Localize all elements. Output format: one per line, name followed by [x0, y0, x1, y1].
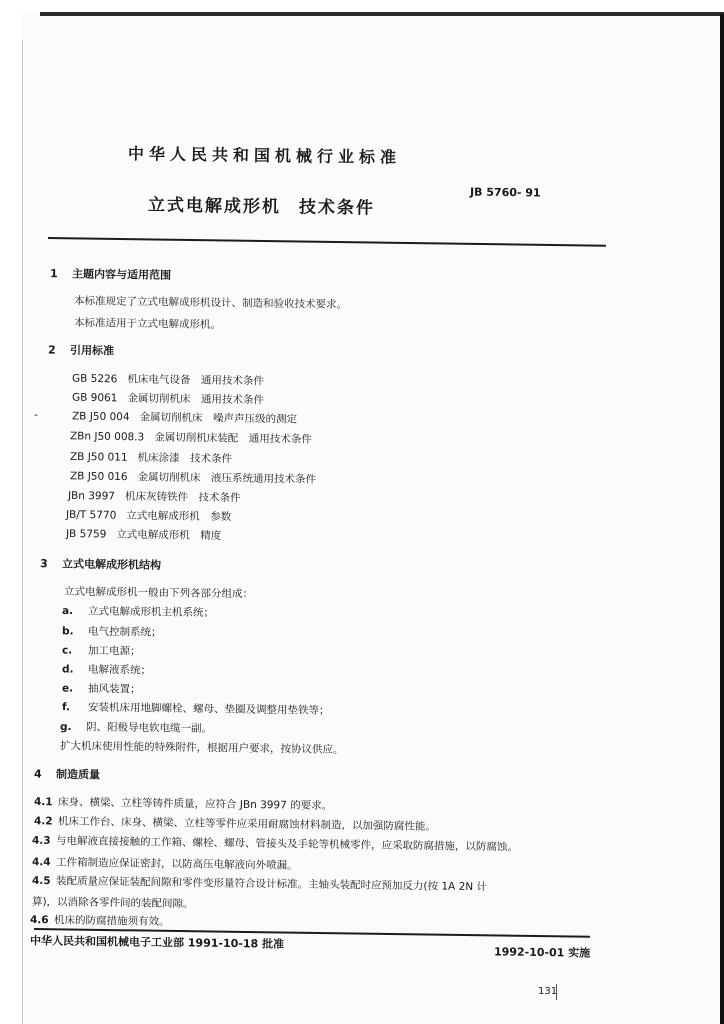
component-item: [62, 661, 151, 677]
section-4-number: 4: [33, 767, 42, 781]
component-item: [62, 680, 141, 696]
clause-item: [30, 912, 170, 929]
component-label: f.: [61, 701, 71, 714]
component-label: c.: [61, 644, 73, 657]
ref-title: 机床涂漆 技术条件: [137, 451, 233, 466]
component-text: 加工电源；: [87, 644, 141, 658]
ref-title: 机床电气设备 通用技术条件: [127, 373, 264, 388]
ref-item: [68, 488, 241, 505]
section-1-number: 1: [49, 267, 58, 281]
ref-title: 金属切削机床 通用技术条件: [127, 392, 264, 407]
ref-item: [72, 390, 264, 408]
section-2-number: 2: [47, 343, 56, 357]
component-text: 电气控制系统；: [87, 625, 162, 639]
section-1-heading: [50, 265, 171, 283]
section-1-title: 主题内容与适用范围: [71, 267, 172, 282]
ref-title: 金属切削机床 液压系统通用技术条件: [137, 471, 317, 486]
component-item: [62, 699, 330, 718]
ref-title: 立式电解成形机 参数: [126, 509, 232, 524]
section-4-heading: [34, 766, 100, 783]
component-item: [60, 719, 212, 736]
page-number: 131: [538, 986, 558, 997]
clause-number: 4.1: [33, 795, 53, 809]
clause-item: [34, 794, 332, 813]
approval-line: 中华人民共和国机械电子工业部 1991-10-18 批准: [29, 934, 285, 951]
document-title: [148, 190, 375, 218]
component-text: 安装机床用地脚螺栓、螺母、垫圈及调整用垫铁等；: [87, 701, 330, 717]
ref-item: [66, 526, 222, 543]
clause-text: 算)，以消除各零件间的装配间隙。: [31, 895, 194, 911]
component-text: 立式电解成形机主机系统；: [87, 605, 215, 620]
section-3-heading: [40, 555, 161, 573]
component-label: g.: [59, 720, 72, 734]
clause-number: 4.5: [31, 874, 51, 888]
section-2-heading: [48, 342, 114, 359]
clause-number: 4.6: [29, 914, 49, 927]
ref-item: [72, 408, 297, 426]
margin-mark: -: [34, 408, 38, 421]
ref-title: 立式电解成形机 精度: [116, 528, 222, 543]
section-3-number: 3: [39, 557, 48, 571]
scan-edge-left: [0, 0, 22, 1024]
ref-code: ZB J50 011: [69, 450, 128, 464]
ref-title: 金属切削机床 噪声声压级的测定: [139, 411, 298, 426]
section-4-title: 制造质量: [55, 767, 101, 782]
ref-item: [72, 371, 264, 389]
standard-code: JB 5760- 91: [469, 185, 541, 200]
ref-item: [70, 428, 312, 446]
component-item: [62, 623, 162, 639]
ref-title: 金属切削机床装配 通用技术条件: [154, 431, 312, 446]
ref-code: ZB J50 016: [69, 470, 128, 484]
scan-edge-right: [720, 14, 724, 1024]
scan-edge-left-line: [22, 40, 23, 1024]
clause-number: 4.2: [33, 815, 53, 828]
section-3-intro: 立式电解成形机一般由下列各部分组成：: [63, 585, 254, 601]
clause-number: 4.4: [31, 856, 51, 869]
clause-item: [32, 854, 298, 873]
agency-title: 中华人民共和国机械行业标准: [127, 144, 402, 167]
ref-code: JBn 3997: [67, 489, 116, 503]
ref-title: 机床灰铸铁件 技术条件: [124, 490, 241, 505]
clause-number: 4.3: [31, 834, 51, 847]
header-divider: [48, 237, 606, 247]
component-item: [62, 603, 214, 620]
ref-code: JB/T 5770: [65, 508, 117, 522]
ref-item: [70, 449, 232, 466]
scan-edge-top-bar: [40, 12, 724, 16]
component-item: [62, 642, 141, 658]
section-1-line-2: 本标准适用于立式电解成形机。: [73, 316, 222, 332]
ref-item: [66, 507, 232, 524]
clause-text: 机床的防腐措施须有效。: [53, 914, 170, 928]
component-label: b.: [61, 625, 74, 638]
component-text: 电解液系统；: [87, 663, 152, 677]
section-2-title: 引用标准: [69, 343, 115, 358]
clause-item: [32, 873, 487, 894]
clause-text: 装配质量应保证装配间隙和零件变形量符合设计标准。主轴头装配时应预加反力(按 1A 2N 计: [55, 875, 488, 894]
section-3-title: 立式电解成形机结构: [61, 557, 162, 572]
clause-continuation: [32, 894, 194, 911]
component-label: d.: [61, 663, 74, 676]
clause-text: 床身、横梁、立柱等铸件质量，应符合 JBn 3997 的要求。: [57, 796, 333, 813]
clause-text: 与电解液直接接触的工作箱、螺栓、螺母、管接头及手轮等机械零件，应采取防腐措施，以防腐蚀。: [55, 834, 519, 854]
clause-item: [32, 833, 518, 855]
ref-code: GB 5226: [71, 372, 118, 386]
ref-code: JB 5759: [65, 527, 107, 541]
clause-item: [34, 813, 436, 834]
ref-code: ZBn J50 008.3: [69, 430, 145, 444]
clause-text: 工件箱制造应保证密封，以防高压电解液向外喷漏。: [55, 856, 298, 872]
component-label: a.: [61, 604, 74, 618]
implementation-date: 1992-10-01 实施: [493, 945, 591, 960]
document-title-part1: 立式电解成形机: [147, 195, 282, 218]
ref-item: [70, 468, 316, 486]
component-label: e.: [61, 682, 74, 695]
component-text: 阴、阳极导电软电缆一副。: [85, 721, 213, 736]
ref-code: GB 9061: [71, 391, 118, 405]
clause-text: 机床工作台、床身、横梁、立柱等零件应采用耐腐蚀材料制造，以加强防腐性能。: [57, 815, 437, 833]
ref-code: ZB J50 004: [71, 410, 130, 424]
section-3-outro: 扩大机床使用性能的特殊附件，根据用户要求，按协议供应。: [59, 740, 344, 756]
document-title-part2: 技术条件: [298, 197, 376, 219]
section-1-line-1: 本标准规定了立式电解成形机设计、制造和验收技术要求。: [73, 295, 348, 311]
component-text: 抽风装置；: [87, 682, 141, 696]
